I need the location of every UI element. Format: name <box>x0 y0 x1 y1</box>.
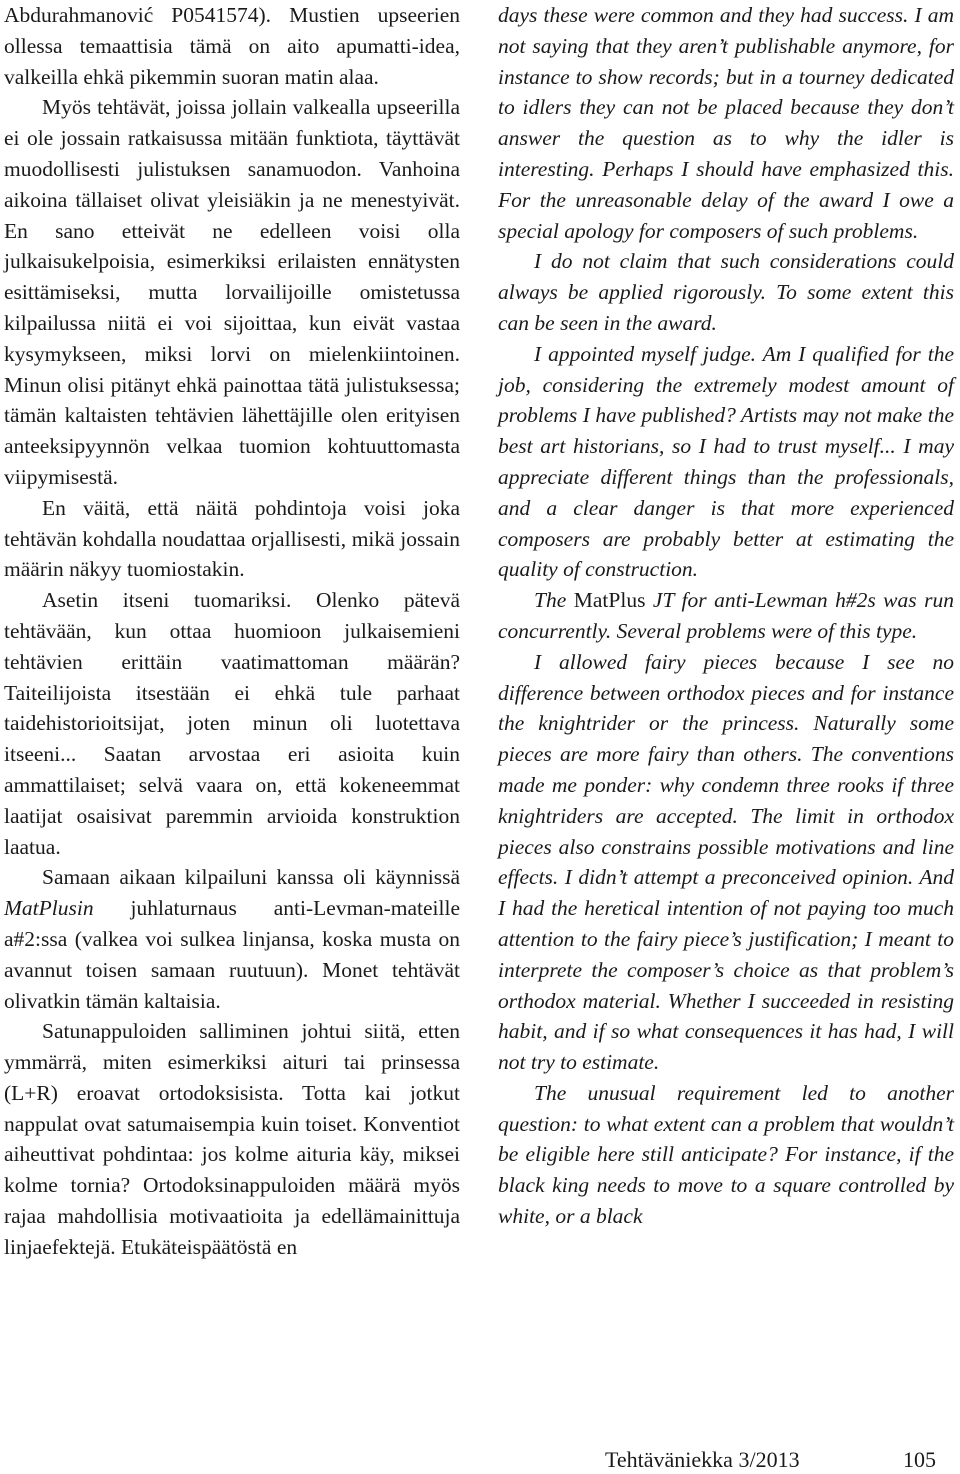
matplus-name: MatPlusin <box>4 896 94 921</box>
finnish-paragraph-6: Satunappuloiden salliminen johtui siitä, etten ymmärrä, miten esimerkiksi aituri tai prinsessa (L+R) eroavat ortodoksisista. Totta kai jotkut nappulat ovat satumaisempia kuin toiset. Konventiot aiheuttivat pohdintaa: jos kolme aituria käy, miksei kolme tornia? Ortodoksinappuloiden määrä myös rajaa mahdollisia motivaatioita ja edellämainittuja linjaefektejä. Etukäteispäätöstä en <box>4 1019 460 1259</box>
finnish-paragraph-2: Myös tehtävät, joissa jollain valkealla upseerilla ei ole jossain ratkaisussa mitään funktiota, täyttävät muodollisesti julistuksen sanamuodon. Vanhoina aikoina tällaiset olivat yleisiäkin ja ne menestyivät. En sano etteivät ne edelleen voisi olla julkaisukelpoisia, esimerkiksi erilaisten ennätysten esittämiseksi, mutta lorvailijoille omistetussa kilpailussa niitä ei voi sijoittaa, kun eivät vastaa kysymykseen, miksi lorvi on mielenkiintoinen. Minun olisi pitänyt ehkä painottaa tätä julistuksessa; tämän kaltaisten tehtävien lähettäjille olen erityisen anteeksipyynnön velkaa tuomion kohtuuttomasta viipymisestä. <box>4 95 460 489</box>
finnish-paragraph-3: En väitä, että näitä pohdintoja voisi joka tehtävän kohdalla noudattaa orjallisesti, mikä jossain määrin näkyy tuomiostakin. <box>4 495 460 582</box>
english-paragraph-4-text-end: JT for anti-Lewman h#2s was run concurrently. Several problems were of this type. <box>498 588 955 643</box>
finnish-paragraph-5 <box>4 862 460 1016</box>
english-paragraph-4 <box>498 585 954 647</box>
finnish-paragraph-4: Asetin itseni tuomariksi. Olenko pätevä tehtävään, kun ottaa huomioon julkaisemieni tehtävien erittäin vaatimattoman määrän? Taiteilijoista itsestään ei ehkä tule parhaat taidehistorioitsijat, joten minun oli luotettava itseeni... Saatan arvostaa eri asioita kuin ammattilaiset; selvä vaara on, että kokeneemmat laatijat osaisivat paremmin arvioida konstruktion laatua. <box>4 588 460 859</box>
finnish-paragraph-5-text-end: juhlaturnaus anti-Levman-mateille a#2:ssa (valkea voi sulkea linjansa, koska musta on avannut toisen samaan ruutuun). Monet tehtävät olivatkin tämän kaltaisia. <box>4 896 460 1013</box>
page-number: 105 <box>903 1447 936 1472</box>
english-paragraph-2: I do not claim that such considerations could always be applied rigorously. To some extent this can be seen in the award. <box>498 249 954 335</box>
english-paragraph-6: The unusual requirement led to another question: to what extent can a problem that wouldn’t be eligible here still anticipate? For instance, if the black king needs to move to a square controlled by white, or a black <box>498 1080 954 1229</box>
english-paragraph-3: I appointed myself judge. Am I qualified for the job, considering the extremely modest amount of problems I have published? Artists may not make the best art historians, so I had to trust myself... I may appreciate different things than the professionals, and a clear danger is that more experienced composers are probably better at estimating the quality of construction. <box>498 341 954 582</box>
english-column <box>498 0 954 1232</box>
finnish-paragraph-5-text: Samaan aikaan kilpailuni kanssa oli käynnissä <box>42 865 460 890</box>
english-paragraph-5: I allowed fairy pieces because I see no difference between orthodox pieces and for instance the knightrider or the princess. Naturally some pieces are more fairy than others. The conventions made me ponder: why condemn three rooks if three knightriders are accepted. The limit in orthodox pieces also constrains possible motivations and line effects. I didn’t attempt a preconceived opinion. And I had the heretical intention of not paying too much attention to the fairy piece’s justification; I meant to interprete the composer’s choice as that problem’s orthodox material. Whether I succeeded in resisting habit, and if so what consequences it has had, I will not try to estimate. <box>498 649 954 1075</box>
matplus-name-upright: MatPlus <box>573 588 646 613</box>
english-paragraph-1: days these were common and they had success. I am not saying that they aren’t publishable anymore, for instance to show records; but in a tourney dedicated to idlers they can not be placed because they don’t answer the question as to why the idler is interesting. Perhaps I should have emphasized this. For the unreasonable delay of the award I owe a special apology for composers of such problems. <box>498 3 954 243</box>
english-paragraph-4-text: The <box>534 588 574 613</box>
finnish-paragraph-1: Abdurahmanović P0541574). Mustien upseerien ollessa temaattisia tämä on aito apumatti-idea, valkeilla ehkä pikemmin suoran matin alaa. <box>4 3 460 89</box>
magazine-issue: Tehtäväniekka 3/2013 <box>605 1447 800 1472</box>
finnish-column <box>4 0 460 1263</box>
